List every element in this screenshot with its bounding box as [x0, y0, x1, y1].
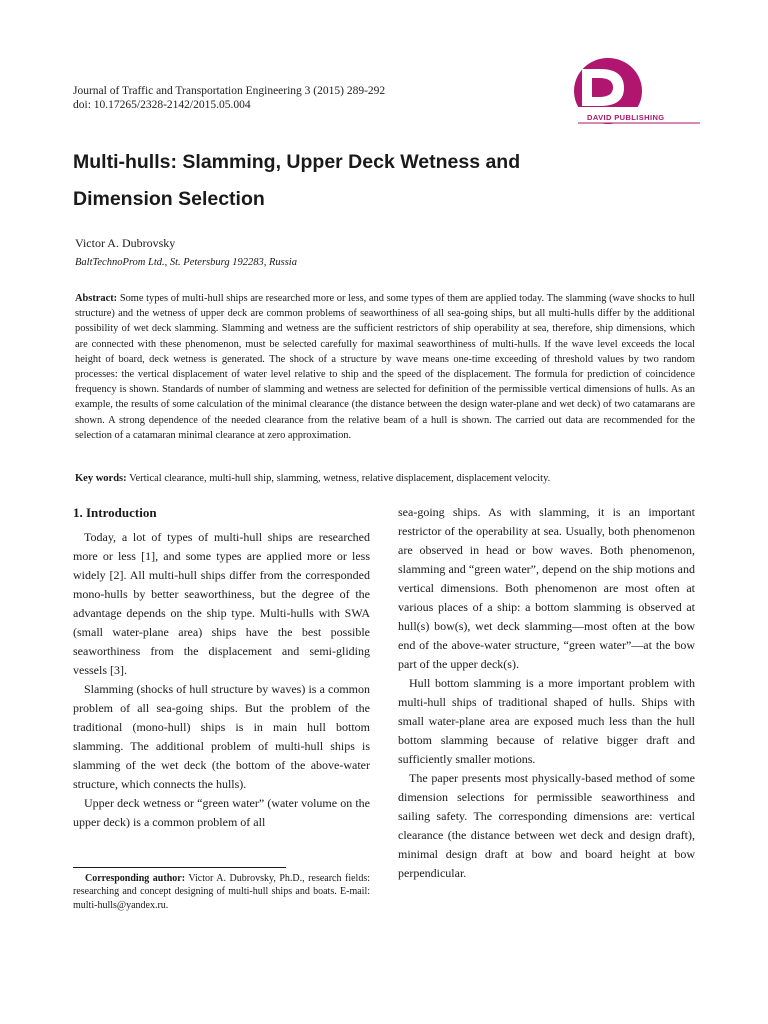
footnote-rule — [73, 867, 286, 868]
author-name: Victor A. Dubrovsky — [75, 236, 176, 250]
publisher-name: DAVID PUBLISHING — [587, 113, 665, 122]
abstract-label: Abstract: — [75, 293, 118, 304]
body-paragraph: The paper presents most physically-based method of some dimension selections for permissible seaworthiness and sailing safety. The corresponding dimensions are: vertical clearance (the distance between wet deck and design draft), minimal design draft at bow and board height at bow perpendicular. — [398, 771, 695, 880]
footnote — [73, 872, 370, 912]
body-paragraph: Today, a lot of types of multi-hull ships are researched more or less [1], and some types are applied more or less widely [2]. All multi-hull ships differ from the corresponded mono-hulls by better seaworthiness, but the degree of the advantage depends on the ship type. Multi-hulls with SWA (small water-plane area) ships have the best possible seaworthiness from the displacement and semi-gliding vessels [3]. — [73, 530, 370, 677]
journal-doi: doi: 10.17265/2328-2142/2015.05.004 — [73, 99, 251, 111]
paper-title — [73, 144, 673, 218]
footnote-text: Victor A. Dubrovsky, Ph.D., research fields: researching and concept designing of multi-hull ships and boats. E-mail: multi-hulls@yandex.ru. — [73, 873, 371, 911]
body-paragraph: Slamming (shocks of hull structure by waves) is a common problem of all sea-going ships. But the problem of the traditional (mono-hull) ships is in main hull bottom slamming. The additional problem of multi-hull ships is slamming of the wet deck (the bottom of the above-water structure, which connects the hulls). — [73, 682, 370, 791]
title-line: Multi-hulls: Slamming, Upper Deck Wetness and — [73, 151, 521, 173]
journal-header — [73, 84, 385, 112]
body-paragraph: Upper deck wetness or “green water” (water volume on the upper deck) is a common problem of all — [73, 796, 370, 829]
body-paragraph: sea-going ships. As with slamming, it is an important restrictor of the operability at sea. Usually, both phenomenon are observed in head or bow waves. Both phenomenon, slamming and “green water”, depend on the ship motions and vertical dimensions. Both phenomenon are most often at various places of a ship: a bottom slamming is observed at hull(s) bow(s), wet deck slamming—most often at the bow end of the above-water structure, “green water”—at the bow part of the upper deck(s). — [398, 505, 695, 671]
keywords — [75, 472, 695, 486]
abstract — [75, 291, 695, 443]
body-paragraph: Hull bottom slamming is a more important problem with multi-hull ships of traditional shaped of hulls. Ships with small water-plane area are exposed much less than the hull bottom slamming because of relative bigger draft and sufficiently smaller motions. — [398, 676, 695, 766]
abstract-text: Some types of multi-hull ships are researched more or less, and some types of them are applied today. The slamming (wave shocks to hull structure) and the wetness of upper deck are common problems of seaworthiness of all sea-going ships, but all multi-hulls differ by the additional possibility of wet deck slamming. Slamming and wetness are the sufficient restrictors of ship operability at sea, therefore, ship dimensions, which are connected with these phenomenon, must be selected carefully for maximal seaworthiness of multi-hulls. If the wave level exceeds the local height of board, deck wetness is generated. The shock of a structure by wave means one-time exceeding of threshold values by two random processes: the vertical displacement of water level relative to ship and the speed of the displacement. The formula for prediction of coincidence frequency is shown. Standards of number of slamming and wetness are selected for definition of the permissible vertical dimensions of hulls. As an example, the results of some calculation of the minimal clearance (the distance between the design water-plane and wet deck) of two catamarans are shown. A strong dependence of the needed clearance from the relative beam of a hull is shown. The carried out data are recommended for the selection of a catamaran minimal clearance at zero approximation. — [75, 293, 695, 441]
body-column-right — [398, 503, 695, 883]
footnote-label: Corresponding author: — [85, 873, 186, 884]
keywords-label: Key words: — [75, 473, 127, 484]
keywords-text: Vertical clearance, multi-hull ship, slamming, wetness, relative displacement, displacement velocity. — [129, 473, 551, 484]
section-heading: 1. Introduction — [73, 505, 157, 520]
journal-citation: Journal of Traffic and Transportation Engineering 3 (2015) 289-292 — [73, 85, 386, 97]
body-column-left — [73, 528, 370, 832]
title-line: Dimension Selection — [73, 188, 265, 210]
author-affiliation: BaltTechnoProm Ltd., St. Petersburg 192283, Russia — [75, 257, 297, 268]
